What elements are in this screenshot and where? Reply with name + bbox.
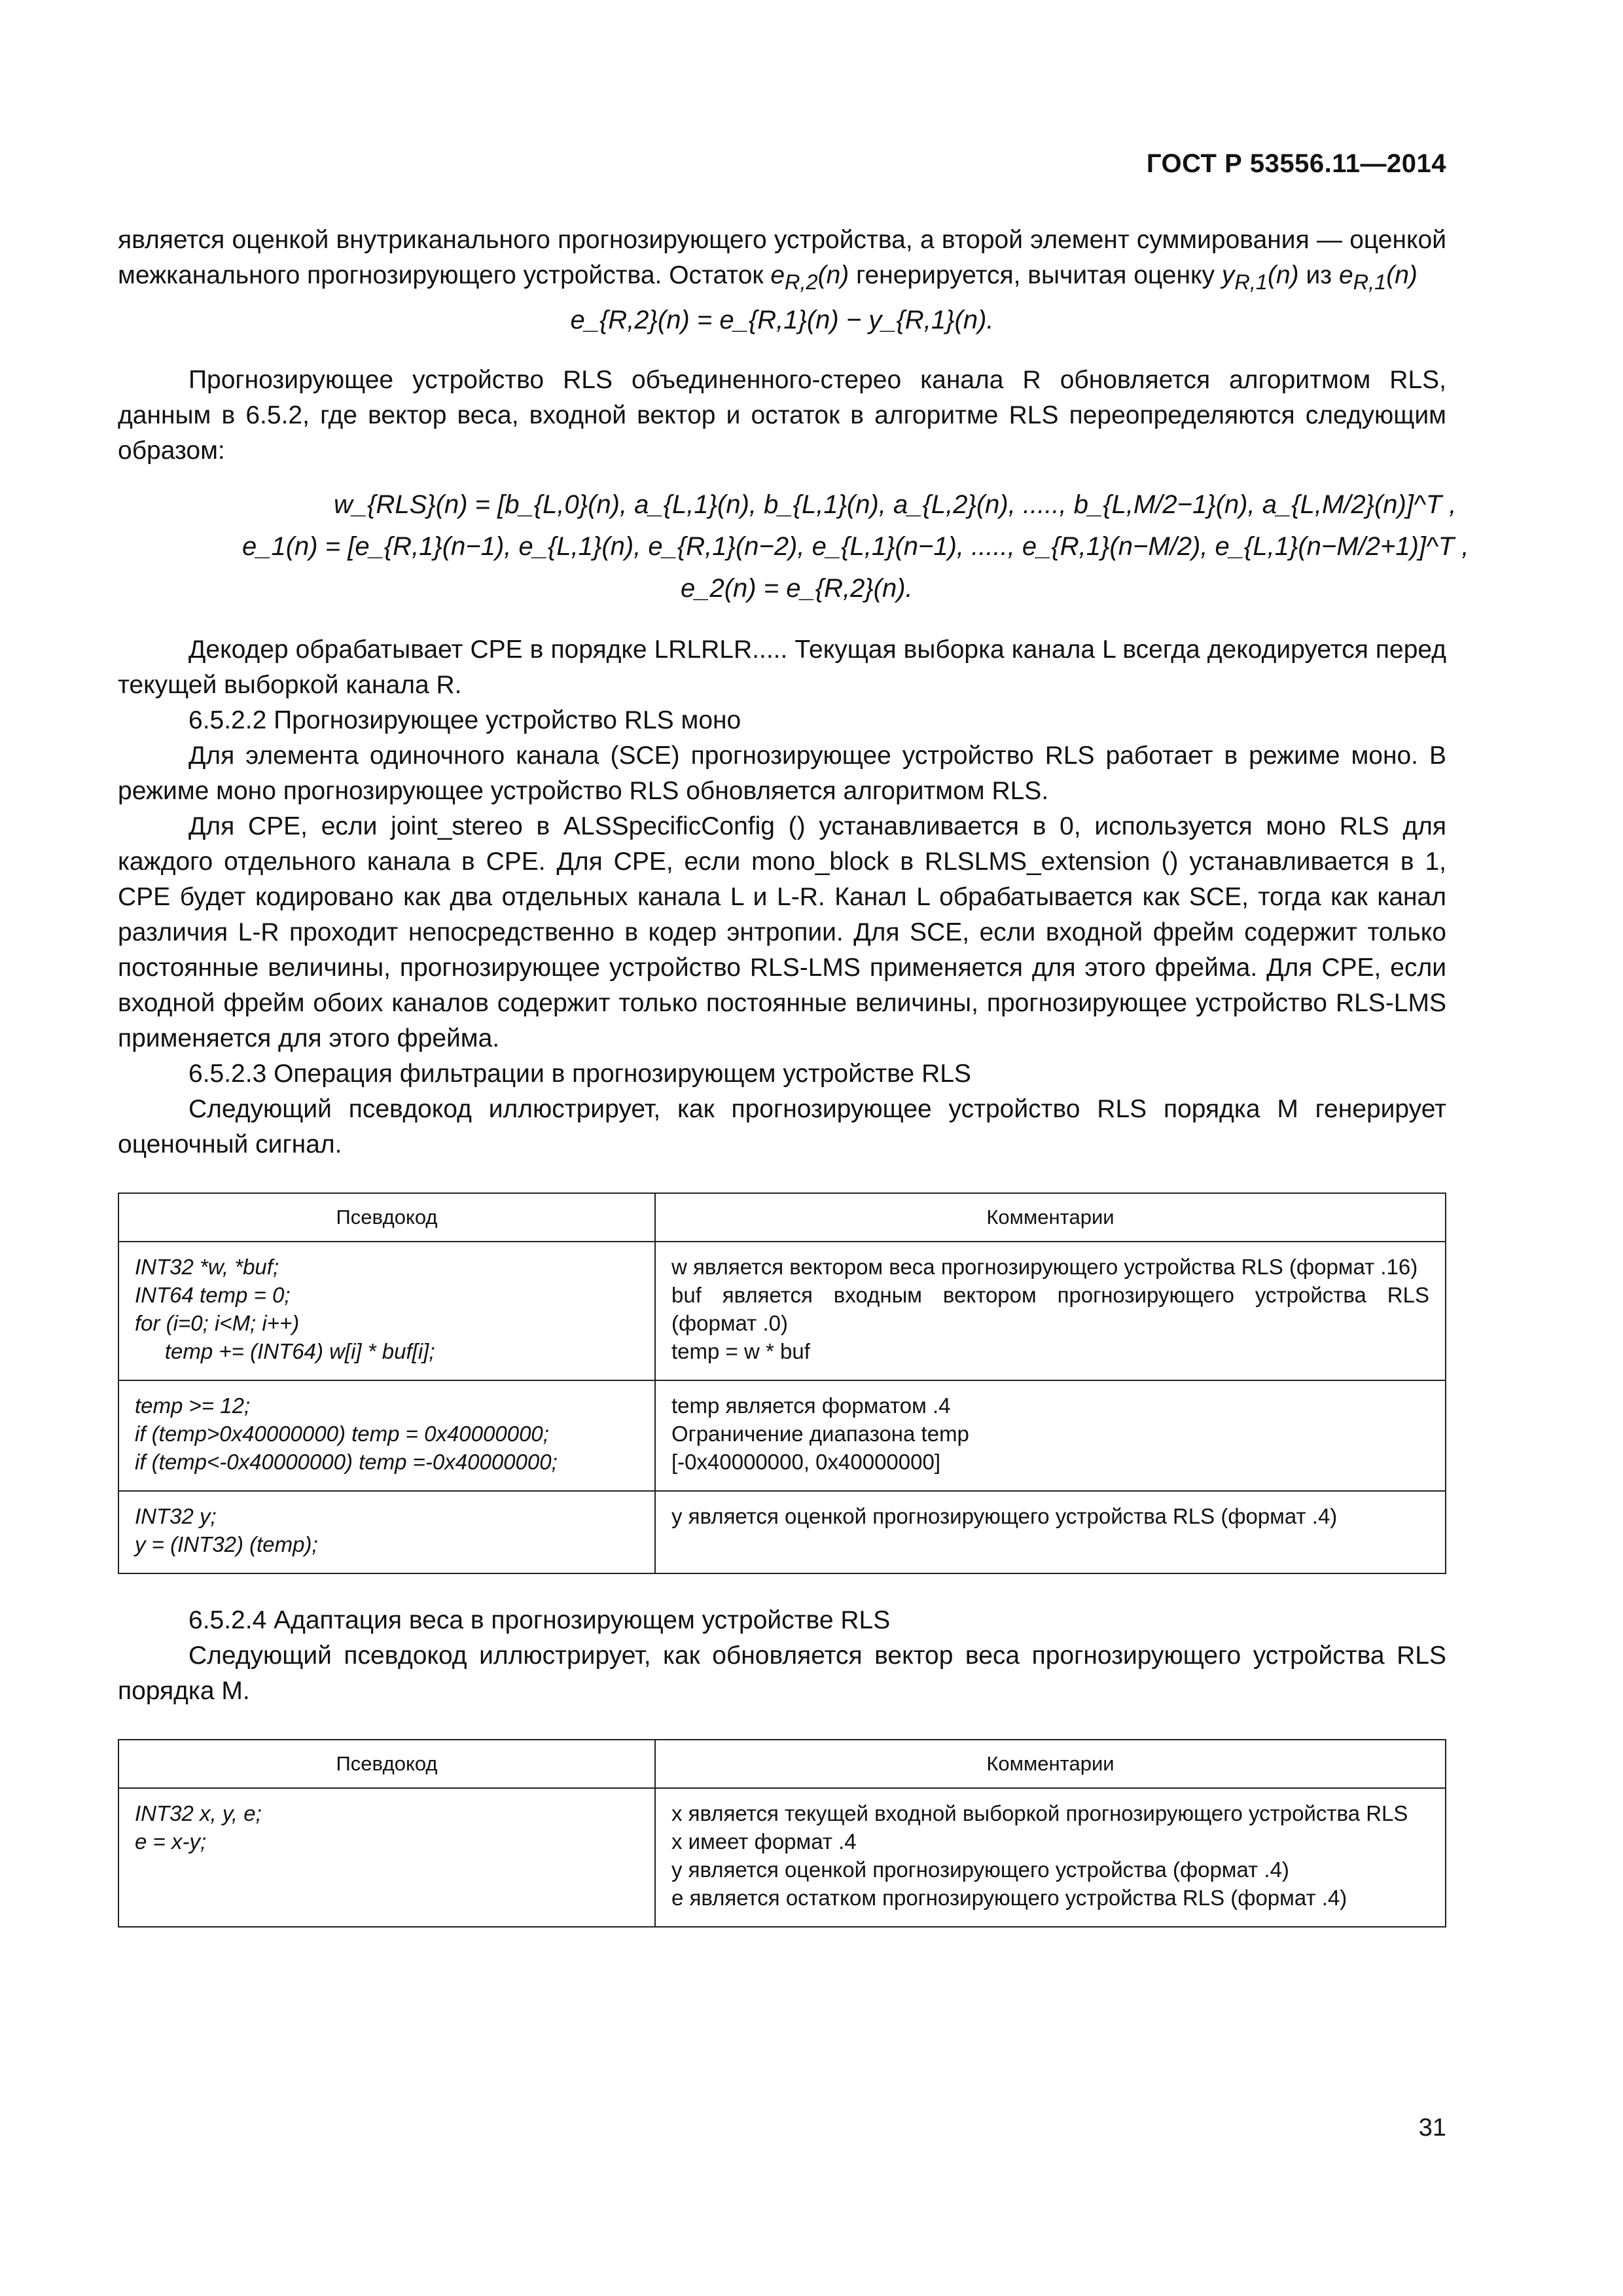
comment-line: e является остатком прогнозирующего устройства RLS (формат .4) bbox=[671, 1885, 1347, 1910]
formula-residual-2-text: e_2(n) = e_{R,2}(n). bbox=[681, 573, 913, 603]
comment-line: buf является входным вектором прогнозирующего устройства RLS (формат .0) bbox=[671, 1282, 1436, 1335]
para1-n2: (n) bbox=[1267, 261, 1299, 289]
page-content bbox=[118, 223, 1469, 1928]
paragraph-6: Следующий псевдокод иллюстрирует, как прогнозирующее устройство RLS порядка M генерирует оценочный сигнал. bbox=[118, 1094, 1446, 1158]
formula-weight-vector-text: w_{RLS}(n) = [b_{L,0}(n), a_{L,1}(n), b_{L,1}(n), a_{L,2}(n), ....., b_{L,M/2−1}(n), a_{L,M/2}(n)]^T , bbox=[334, 490, 1457, 519]
document-header: ГОСТ Р 53556.11—2014 bbox=[1146, 149, 1446, 178]
table-row bbox=[118, 1380, 1446, 1491]
table-header-row bbox=[118, 1740, 1446, 1788]
code-line: e = x-y; bbox=[135, 1829, 207, 1854]
para1-n3: (n) bbox=[1386, 261, 1418, 289]
comment-cell bbox=[655, 1788, 1446, 1927]
section-heading-6-5-2-4: 6.5.2.4 Адаптация веса в прогнозирующем устройстве RLS bbox=[188, 1605, 891, 1634]
formula-weight-vector bbox=[118, 487, 1457, 529]
table-header-row bbox=[118, 1193, 1446, 1242]
para1-text-b: генерируется, вычитая оценку bbox=[849, 261, 1222, 289]
para1-e: e bbox=[770, 261, 785, 289]
section-heading-6-5-2-3: 6.5.2.3 Операция фильтрации в прогнозирующем устройстве RLS bbox=[188, 1059, 971, 1088]
table-header-comments: Комментарии bbox=[655, 1193, 1446, 1242]
table-header-pseudocode: Псевдокод bbox=[118, 1193, 655, 1242]
comment-line: temp = w * buf bbox=[671, 1338, 810, 1363]
pseudocode-cell bbox=[118, 1491, 655, 1573]
page-number: 31 bbox=[1418, 2114, 1446, 2142]
comment-line: w является вектором веса прогнозирующего устройства RLS (формат .16) bbox=[671, 1254, 1418, 1279]
table-row bbox=[118, 1788, 1446, 1927]
paragraph-1 bbox=[118, 223, 1446, 300]
table-header-pseudocode: Псевдокод bbox=[118, 1740, 655, 1788]
para1-text-a: является оценкой внутриканального прогнозирующего устройства, а второй элемент суммирования — оценкой межканального прогнозирующего устройства. Остаток bbox=[118, 226, 1446, 289]
para1-n: (n) bbox=[817, 261, 849, 289]
formula-residual-2 bbox=[118, 571, 1446, 613]
para1-y: y bbox=[1221, 261, 1235, 289]
code-line: INT32 x, y, e; bbox=[135, 1801, 262, 1825]
code-line: INT32 y; bbox=[135, 1503, 217, 1528]
section-heading-6-5-2-2: 6.5.2.2 Прогнозирующее устройство RLS моно bbox=[188, 706, 741, 734]
comment-line: y является оценкой прогнозирующего устройства RLS (формат .4) bbox=[671, 1503, 1338, 1528]
code-line: INT32 *w, *buf; bbox=[135, 1254, 279, 1279]
comment-cell bbox=[655, 1380, 1446, 1491]
code-line: temp >= 12; bbox=[135, 1393, 251, 1418]
pseudocode-cell bbox=[118, 1242, 655, 1380]
para1-sub-r1: R,1 bbox=[1234, 270, 1268, 294]
para1-e2: e bbox=[1338, 261, 1353, 289]
comment-cell bbox=[655, 1491, 1446, 1573]
pseudocode-table-adaptation bbox=[118, 1739, 1446, 1928]
code-line: y = (INT32) (temp); bbox=[135, 1532, 318, 1556]
formula-input-vector-text: e_1(n) = [e_{R,1}(n−1), e_{L,1}(n), e_{R,1}(n−2), e_{L,1}(n−1), ....., e_{R,1}(n−M/2), e_{L,1}(n−M/2+1)]^T , bbox=[242, 531, 1469, 561]
comment-line: temp является форматом .4 bbox=[671, 1393, 951, 1418]
formula-residual-text: e_{R,2}(n) = e_{R,1}(n) − y_{R,1}(n). bbox=[570, 305, 994, 334]
comment-line: Ограничение диапазона temp bbox=[671, 1421, 969, 1446]
paragraph-5: Для CPE, если joint_stereo в ALSSpecificConfig () устанавливается в 0, используется моно RLS для каждого отдельного канала в CPE. Для CPE, если mono_block в RLSLMS_extension () устанавливается в 1, CPE будет кодировано как два отдельных канала L и L-R. Канал L обрабатывается как SCE, тогда как канал различия L-R проходит непосредственно в кодер энтропии. Для SCE, если входной фрейм содержит только постоянные величины, прогнозирующее устройство RLS-LMS применяется для этого фрейма. Для CPE, если входной фрейм обоих каналов содержит только постоянные величины, прогнозирующее устройство RLS-LMS применяется для этого фрейма. bbox=[118, 812, 1446, 1052]
code-line: if (temp<-0x40000000) temp =-0x40000000; bbox=[135, 1449, 558, 1474]
comment-line: [-0x40000000, 0x40000000] bbox=[671, 1449, 941, 1474]
comment-line: x имеет формат .4 bbox=[671, 1829, 857, 1854]
code-line: temp += (INT64) w[i] * buf[i]; bbox=[135, 1338, 435, 1363]
comment-line: y является оценкой прогнозирующего устройства (формат .4) bbox=[671, 1857, 1289, 1882]
paragraph-3: Декодер обрабатывает CPE в порядке LRLRLR..... Текущая выборка канала L всегда декодируется перед текущей выборкой канала R. bbox=[118, 635, 1446, 699]
comment-cell bbox=[655, 1242, 1446, 1380]
table-row bbox=[118, 1491, 1446, 1573]
para1-text-c: из bbox=[1298, 261, 1339, 289]
pseudocode-cell bbox=[118, 1788, 655, 1927]
formula-input-vector bbox=[118, 529, 1469, 571]
paragraph-7: Следующий псевдокод иллюстрирует, как обновляется вектор веса прогнозирующего устройства RLS порядка M. bbox=[118, 1641, 1446, 1705]
code-line: if (temp>0x40000000) temp = 0x40000000; bbox=[135, 1421, 549, 1446]
para1-sub-r2: R,2 bbox=[785, 270, 818, 294]
comment-line: x является текущей входной выборкой прогнозирующего устройства RLS bbox=[671, 1801, 1408, 1825]
table-row bbox=[118, 1242, 1446, 1380]
table-header-comments: Комментарии bbox=[655, 1740, 1446, 1788]
code-line: for (i=0; i<M; i++) bbox=[135, 1310, 300, 1335]
pseudocode-table-filtering bbox=[118, 1193, 1446, 1574]
para1-sub-r1b: R,1 bbox=[1353, 270, 1387, 294]
formula-residual bbox=[118, 302, 1446, 344]
code-line: INT64 temp = 0; bbox=[135, 1282, 291, 1307]
paragraph-4: Для элемента одиночного канала (SCE) прогнозирующее устройство RLS работает в режиме моно. В режиме моно прогнозирующее устройство RLS обновляется алгоритмом RLS. bbox=[118, 741, 1446, 805]
paragraph-2: Прогнозирующее устройство RLS объединенного-стерео канала R обновляется алгоритмом RLS, данным в 6.5.2, где вектор веса, входной вектор и остаток в алгоритме RLS переопределяются следующим образом: bbox=[118, 365, 1446, 465]
pseudocode-cell bbox=[118, 1380, 655, 1491]
